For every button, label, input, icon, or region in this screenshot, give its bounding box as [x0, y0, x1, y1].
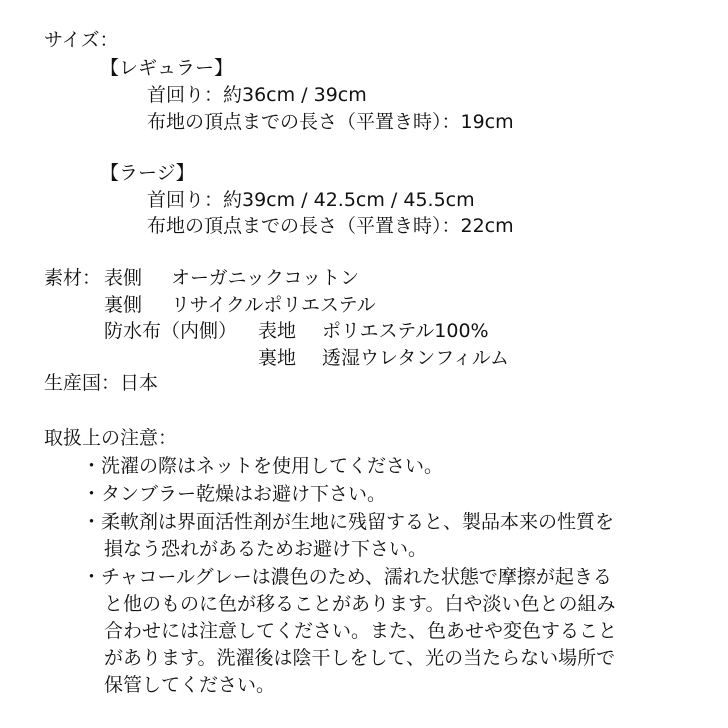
material-outer-part: 表側	[104, 267, 143, 289]
care-line: ・タンブラー乾燥はお避け下さい。	[82, 483, 387, 505]
care-line: ・チャコールグレーは濃色のため、濡れた状態で摩擦が起きる	[82, 566, 612, 588]
care-line: ・洗濯の際はネットを使用してください。	[82, 455, 444, 477]
care-line: があります。洗濯後は陰干しをして、光の当たらない場所で	[104, 647, 616, 669]
regular-length: 布地の頂点までの長さ（平置き時）：19cm	[147, 111, 514, 133]
care-line: ・柔軟剤は界面活性剤が生地に残留すると、製品本来の性質を	[82, 511, 615, 533]
material-label: 素材：	[44, 267, 102, 289]
country-of-origin: 生産国：日本	[44, 372, 159, 394]
regular-size-title: 【レギュラー】	[100, 57, 234, 79]
material-waterproof-inner-part: 裏地	[258, 347, 297, 369]
material-waterproof-outer-value: ポリエステル100%	[322, 320, 489, 342]
care-line: 損なう恐れがあるためお避け下さい。	[104, 538, 428, 560]
large-neck-size: 首回り：約39cm / 42.5cm / 45.5cm	[147, 189, 475, 211]
care-line: 合わせには注意してください。また、色あせや変色すること	[104, 620, 618, 642]
material-outer-value: オーガニックコットン	[171, 267, 360, 289]
care-heading: 取扱上の注意：	[44, 427, 178, 449]
material-waterproof-part: 防水布（内側）	[104, 320, 238, 342]
material-inner-value: リサイクルポリエステル	[171, 294, 376, 316]
care-line: 保管してください。	[104, 674, 276, 696]
material-waterproof-inner-value: 透湿ウレタンフィルム	[322, 347, 509, 369]
care-line: と他のものに色が移ることがあります。白や淡い色との組み	[104, 593, 616, 615]
material-waterproof-outer-part: 表地	[258, 320, 297, 342]
large-length: 布地の頂点までの長さ（平置き時）：22cm	[147, 215, 514, 237]
large-size-title: 【ラージ】	[100, 162, 195, 184]
material-inner-part: 裏側	[104, 294, 143, 316]
regular-neck-size: 首回り：約36cm / 39cm	[147, 84, 367, 106]
size-heading: サイズ：	[44, 29, 119, 51]
